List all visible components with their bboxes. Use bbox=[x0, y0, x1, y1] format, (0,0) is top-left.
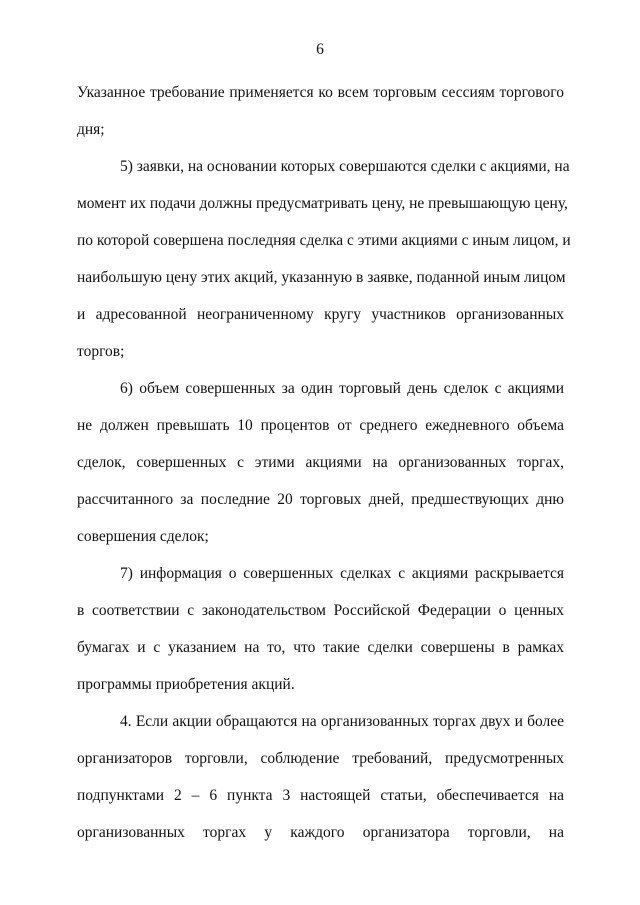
paragraph-clause-4 bbox=[77, 703, 564, 851]
page-number: 6 bbox=[316, 41, 324, 58]
text-line: торгов; bbox=[77, 343, 125, 360]
text-line: дня; bbox=[77, 121, 105, 138]
text-line: по которой совершена последняя сделка с этими акциями с иным лицом, и bbox=[77, 232, 571, 249]
paragraph-item-5 bbox=[77, 148, 571, 370]
text-line: сделок, совершенных с этими акциями на организованных торгах, bbox=[77, 454, 564, 471]
text-line: наибольшую цену этих акций, указанную в заявке, поданной иным лицом bbox=[77, 269, 566, 286]
text-line: совершения сделок; bbox=[77, 528, 209, 545]
text-line: не должен превышать 10 процентов от среднего ежедневного объема bbox=[77, 417, 564, 434]
text-line: и адресованной неограниченному кругу участников организованных bbox=[77, 306, 564, 323]
text-line: бумагах и с указанием на то, что такие сделки совершены в рамках bbox=[77, 639, 564, 656]
text-line: 7) информация о совершенных сделках с акциями раскрывается bbox=[120, 565, 564, 582]
paragraph-item-7 bbox=[77, 555, 564, 703]
text-line: 6) объем совершенных за один торговый день сделок с акциями bbox=[120, 380, 564, 397]
text-line: рассчитанного за последние 20 торговых дней, предшествующих дню bbox=[77, 491, 564, 508]
text-line: программы приобретения акций. bbox=[77, 676, 295, 693]
text-line: организованных торгах у каждого организатора торговли, на bbox=[77, 824, 564, 841]
paragraph-item-6 bbox=[77, 370, 564, 555]
document-body bbox=[77, 74, 571, 851]
text-line: Указанное требование применяется ко всем торговым сессиям торгового bbox=[77, 84, 564, 101]
text-line: в соответствии с законодательством Российской Федерации о ценных bbox=[77, 602, 564, 619]
text-line: 4. Если акции обращаются на организованных торгах двух и более bbox=[120, 713, 564, 730]
text-line: момент их подачи должны предусматривать цену, не превышающую цену, bbox=[77, 195, 568, 212]
paragraph-requirement-note bbox=[77, 74, 564, 148]
text-line: подпунктами 2 – 6 пункта 3 настоящей статьи, обеспечивается на bbox=[77, 787, 564, 804]
text-line: 5) заявки, на основании которых совершаются сделки с акциями, на bbox=[120, 158, 570, 175]
text-line: организаторов торговли, соблюдение требований, предусмотренных bbox=[77, 750, 564, 767]
